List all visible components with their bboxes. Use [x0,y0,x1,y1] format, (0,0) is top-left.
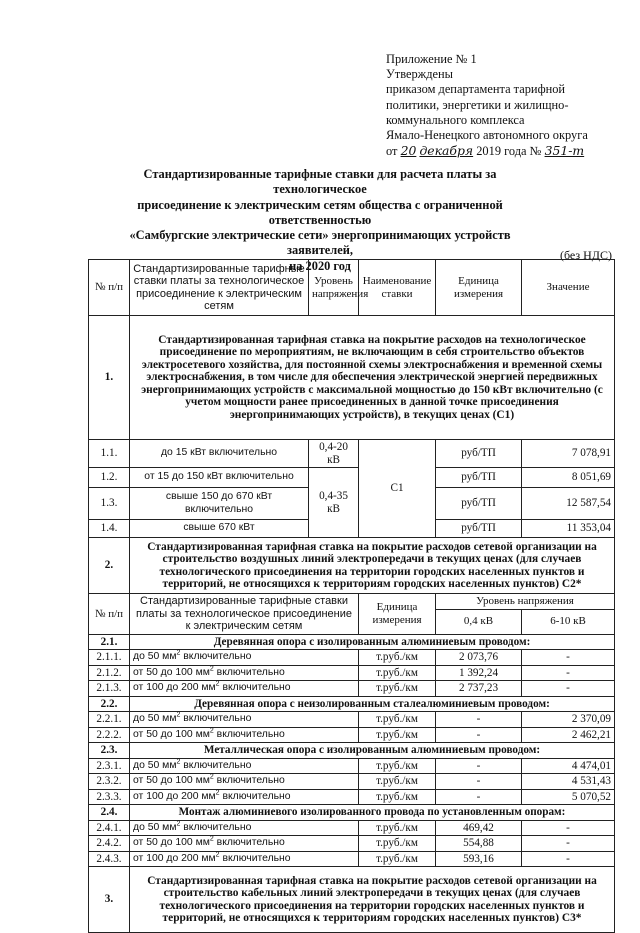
table-row [89,820,615,836]
title-line: на 2020 год [289,258,351,273]
row-number: 1.4. [89,520,130,538]
superscript: 2 [209,835,214,843]
row-number: 1.1. [89,440,130,468]
header-voltage: Уровень напряжения [309,260,359,316]
row-value: 7 078,91 [522,440,615,468]
row-desc [130,836,359,852]
group-number: 2.4. [89,805,130,821]
approval-line: приказом департамента тарифной [386,82,566,97]
group-title: Деревянная опора с неизолированным сталеалюминиевым проводом: [130,696,615,712]
section-text: Стандартизированная тарифная ставка на покрытие расходов на технологическое присоединение по мероприятиям, не включающим в себя строительство объектов электросетевого хозяйства, для постоянной схемы электроснабжения и временной схемы электроснабжения, в том числе для обеспечения электрической энергией передвижных энергопринимающих устройств с максимальной мощностью до 150 кВт включительно (с учетом мощности ранее присоединенных в данной точке присоединения энергопринимающих устройств), в текущих ценах (С1) [130,316,615,440]
header-voltage-6-10: 6-10 кВ [522,609,615,634]
row-number: 2.2.2. [89,727,130,743]
row-desc-suffix: включительно [213,837,285,848]
row-number: 2.3.1. [89,758,130,774]
row-number: 2.1.2. [89,665,130,681]
header-num: № п/п [89,260,130,316]
tariff-table [88,259,615,933]
row-value-6-10: 2 370,09 [522,712,615,728]
row-value-04: 1 392,24 [436,665,522,681]
section-text: Стандартизированная тарифная ставка на покрытие расходов сетевой организации на строительство воздушных линий электропередачи в текущих ценах (для случаев технологического присоединения на территории городских населенных пунктов и территорий, не относящихся к территориям городских населенных пунктов) С2* [130,538,615,594]
superscript: 2 [209,727,214,735]
group-row [89,696,615,712]
table-row [89,650,615,666]
superscript: 2 [176,711,181,719]
row-value-6-10: - [522,836,615,852]
row-value: 8 051,69 [522,468,615,488]
row-unit: т.руб./км [359,836,436,852]
approval-block [386,52,588,159]
row-desc [130,774,359,790]
superscript: 2 [176,758,181,766]
row-number: 1.3. [89,488,130,520]
section-row [89,316,615,440]
date-year: 2019 года № [476,144,542,159]
row-desc-text: до 50 мм [133,759,177,771]
row-desc-suffix: включительно [213,666,285,678]
group-row [89,743,615,759]
row-value-6-10: 4 474,01 [522,758,615,774]
approval-line: коммунального комплекса [386,112,525,127]
row-value-6-10: - [522,820,615,836]
group-number: 2.3. [89,743,130,759]
row-unit: т.руб./км [359,681,436,697]
row-desc-text: от 50 до 100 мм [133,728,210,740]
row-desc-suffix: включительно [219,682,291,693]
row-desc [130,712,359,728]
row-desc-text: от 100 до 200 мм [133,852,216,864]
superscript: 2 [176,820,181,828]
row-number: 1.2. [89,468,130,488]
row-desc: свыше 150 до 670 кВт включительно [130,488,309,520]
superscript: 2 [215,851,220,859]
row-value-6-10: 2 462,21 [522,727,615,743]
row-value: 12 587,54 [522,488,615,520]
row-value-04: - [436,727,522,743]
section-text: Стандартизированная тарифная ставка на покрытие расходов сетевой организации на строительство кабельных линий электропередачи в текущих ценах (для случаев технологического присоединения на территории городских населенных пунктов и территорий, не относящихся к территориям городских населенных пунктов) С3* [130,867,615,933]
row-value: 11 353,04 [522,520,615,538]
group-number: 2.2. [89,696,130,712]
row-desc-suffix: включительно [180,713,252,724]
row-number: 2.1.1. [89,650,130,666]
row-desc-text: от 50 до 100 мм [133,837,210,848]
row-value-6-10: - [522,650,615,666]
row-desc [130,665,359,681]
row-desc-text: до 50 мм [133,713,177,724]
row-number: 2.1.3. [89,681,130,697]
header-desc: Стандартизированные тарифные ставки платы за технологическое присоединение к электрическим сетям [130,594,359,635]
group-title: Деревянная опора с изолированным алюминиевым проводом: [130,634,615,650]
row-desc: до 15 кВт включительно [130,440,309,468]
row-desc-suffix: включительно [213,728,285,740]
header-voltage: Уровень напряжения [436,594,615,610]
superscript: 2 [215,789,220,797]
row-value-04: 469,42 [436,820,522,836]
row-value-04: 2 737,23 [436,681,522,697]
row-desc [130,789,359,805]
row-desc-text: от 100 до 200 мм [133,682,216,693]
date-prefix: от [386,144,398,159]
row-desc [130,820,359,836]
row-unit: т.руб./км [359,820,436,836]
order-date-line [386,143,588,159]
row-desc [130,758,359,774]
row-desc-suffix: включительно [180,759,252,771]
row-desc-suffix: включительно [213,775,285,786]
row-unit: т.руб./км [359,774,436,790]
section-row [89,538,615,594]
table-row [89,665,615,681]
table-row [89,681,615,697]
row-unit: т.руб./км [359,650,436,666]
row-value-6-10: 5 070,52 [522,789,615,805]
table-row [89,851,615,867]
superscript: 2 [176,649,181,657]
row-number: 2.3.2. [89,774,130,790]
superscript: 2 [209,773,214,781]
group-row [89,634,615,650]
table-row [89,468,615,488]
row-unit: т.руб./км [359,665,436,681]
row-unit: т.руб./км [359,758,436,774]
row-desc [130,650,359,666]
group-title: Монтаж алюминиевого изолированного провода по установленным опорам: [130,805,615,821]
row-value-04: 593,16 [436,851,522,867]
row-unit: т.руб./км [359,712,436,728]
table-row [89,774,615,790]
table2-header-row [89,594,615,610]
vat-note: (без НДС) [559,248,612,262]
header-rate-name: Наименование ставки [359,260,436,316]
row-voltage: 0,4-20 кВ [309,440,359,468]
title-line: «Самбургские электрические сети» энергопринимающих устройств заявителей, [129,228,511,258]
row-desc-suffix: включительно [180,651,252,662]
approval-line: политики, энергетики и жилищно- [386,97,569,112]
group-title: Металлическая опора с изолированным алюминиевым проводом: [130,743,615,759]
row-desc: свыше 670 кВт [130,520,309,538]
date-month: декабря [419,143,474,159]
date-day: 20 [400,143,417,159]
row-number: 2.4.2. [89,836,130,852]
row-unit: руб/ТП [436,468,522,488]
row-value-6-10: - [522,681,615,697]
section-number: 1. [89,316,130,440]
row-desc-text: до 50 мм [133,651,177,662]
group-row [89,805,615,821]
row-number: 2.4.1. [89,820,130,836]
row-unit: т.руб./км [359,727,436,743]
row-desc: от 15 до 150 кВт включительно [130,468,309,488]
table-row [89,758,615,774]
section-number: 3. [89,867,130,933]
row-value-6-10: - [522,851,615,867]
row-value-04: 2 073,76 [436,650,522,666]
table-row [89,712,615,728]
row-number: 2.3.3. [89,789,130,805]
row-value-04: - [436,789,522,805]
row-unit: т.руб./км [359,789,436,805]
approved-label: Утверждены [386,67,453,82]
header-unit: Единица измерения [436,260,522,316]
table-row [89,440,615,468]
row-value-04: - [436,774,522,790]
row-number: 2.2.1. [89,712,130,728]
header-num: № п/п [89,594,130,635]
row-unit: руб/ТП [436,520,522,538]
row-desc-suffix: включительно [180,821,252,833]
title-line: присоединение к электрическим сетям общества с ограниченной ответственностью [137,197,503,227]
table-row [89,789,615,805]
section-number: 2. [89,538,130,594]
row-desc-suffix: включительно [219,852,291,864]
row-desc-text: от 100 до 200 мм [133,790,216,802]
row-desc-text: до 50 мм [133,821,177,833]
header-desc: Стандартизированные тарифные ставки платы за технологическое присоединение к электрическим сетям [130,260,309,316]
superscript: 2 [209,665,214,673]
title-line: Стандартизированные тарифные ставки для расчета платы за технологическое [143,167,497,197]
row-value-04: - [436,712,522,728]
row-unit: руб/ТП [436,440,522,468]
row-desc [130,681,359,697]
row-value-6-10: - [522,665,615,681]
row-desc-text: от 50 до 100 мм [133,666,210,678]
order-number: 351-т [544,143,585,159]
header-voltage-04: 0,4 кВ [436,609,522,634]
approval-line: Ямало-Ненецкого автономного округа [386,128,588,143]
row-value-6-10: 4 531,43 [522,774,615,790]
table-row [89,836,615,852]
header-value: Значение [522,260,615,316]
row-number: 2.4.3. [89,851,130,867]
row-desc-text: от 50 до 100 мм [133,775,210,786]
group-number: 2.1. [89,634,130,650]
appendix-number: Приложение № 1 [386,52,477,66]
table-row [89,727,615,743]
row-value-04: - [436,758,522,774]
header-unit: Единица измерения [359,594,436,635]
row-rate-name: С1 [359,440,436,538]
table1-header-row [89,260,615,316]
row-desc [130,851,359,867]
superscript: 2 [215,680,220,688]
row-desc-suffix: включительно [219,790,291,802]
row-value-04: 554,88 [436,836,522,852]
row-voltage: 0,4-35 кВ [309,468,359,538]
row-unit: руб/ТП [436,488,522,520]
row-desc [130,727,359,743]
section-row [89,867,615,933]
row-unit: т.руб./км [359,851,436,867]
